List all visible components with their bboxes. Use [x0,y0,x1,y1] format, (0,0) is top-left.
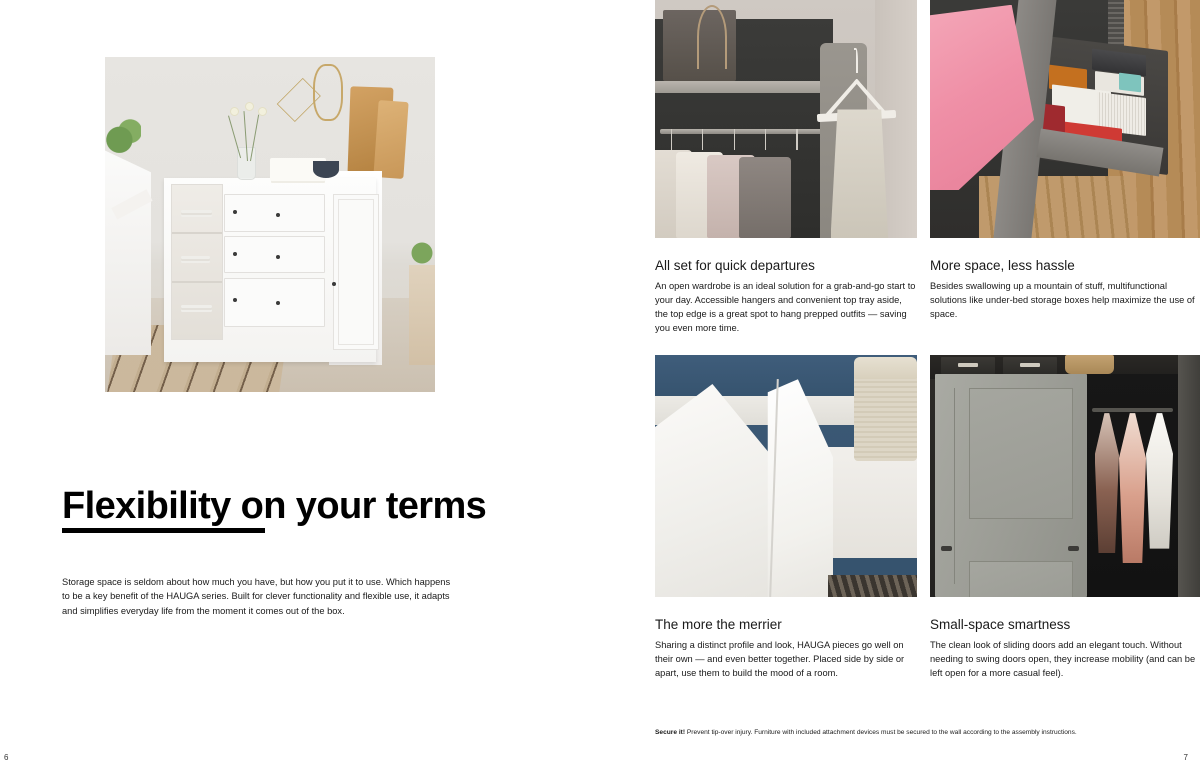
safety-footnote [655,728,1200,737]
wardrobe-hanger [702,129,703,150]
sliding-clothes-rail [1092,408,1173,412]
feature-grid-row-2 [655,355,1200,681]
hero-cutting-board-second [373,100,408,179]
wardrobe-outer-hanger-hook [854,48,858,74]
page-number-left: 6 [4,753,9,762]
sliding-door [935,374,1086,597]
hero-drawer-knob [233,252,237,256]
sliding-box-label [958,363,977,367]
pair-photo [655,355,917,597]
feature-grid-row-1 [655,0,1200,336]
feature-body: Sharing a distinct profile and look, HAUGA pieces go well on their own — and even better together. Placed side by side or apart, use them to build the mood of a room. [655,640,905,679]
sliding-box-label [1020,363,1039,367]
wardrobe-garment [739,157,791,238]
hero-drawer-knob [276,255,280,259]
sliding-door-handle [941,546,952,551]
hero-plates [181,256,210,259]
footnote-lead: Secure it! [655,729,686,736]
hero-drawer [224,278,325,327]
underbed-item-teal [1119,72,1141,91]
hero-shelf [172,232,222,234]
sliding-door-handle [1068,546,1079,551]
hero-drawer-knob [233,298,237,302]
hero-open-shelf-section [171,184,223,340]
feature-body: The clean look of sliding doors add an elegant touch. Without needing to swing doors open, they increase mobility (and can be left open for a more casual feel). [930,640,1196,679]
feature-cell-sliding [930,355,1200,681]
hero-bowl [313,161,339,178]
wardrobe-hanger [796,129,797,150]
sliding-door-panel-bottom [969,561,1074,597]
hero-drawer [224,194,325,231]
hero-drawer-knob [276,301,280,305]
intro-paragraph: Storage space is seldom about how much you have, but how you put it to use. Which happens to be a key benefit of the HAUGA series. Built for clever functionality and flexible use, it adapts and simplifies everyday life from the moment it comes out of the box. [62,577,451,616]
hero-side-table [409,265,435,366]
sliding-wardrobe-frame [1178,355,1200,597]
pair-basket-lid [854,357,917,379]
hero-plates [181,305,212,308]
feature-title: Small-space smartness [930,617,1071,632]
hero-photo [105,57,435,392]
sliding-storage-box [1003,357,1057,374]
feature-title: All set for quick departures [655,258,815,273]
underbed-photo [930,0,1200,238]
wardrobe-hanger [734,129,735,150]
wardrobe-hanging-outfit [831,109,889,238]
footnote-text: Prevent tip-over injury. Furniture with included attachment devices must be secured to the wall according to the assembly instructions. [685,729,1077,736]
sliding-door-groove [954,388,956,584]
feature-cell-pair [655,355,917,681]
wardrobe-photo [655,0,917,238]
feature-title: The more the merrier [655,617,782,632]
pair-floor [828,575,917,597]
hero-plant [105,114,141,158]
sliding-door-panel-top [969,388,1074,519]
title-underline-rule [62,528,265,533]
feature-body: Besides swallowing up a mountain of stuff, multifunctional solutions like under-bed storage boxes help maximize the use of space. [930,281,1195,320]
hero-drawer [224,236,325,273]
hero-door-panel [338,199,375,345]
wardrobe-bag-handle [697,5,727,69]
wardrobe-top-shelf [655,81,838,93]
feature-body: An open wardrobe is an ideal solution for a grab-and-go start to your day. Accessible hangers and convenient top tray aside, the top edge is a great spot to hang prepped outfits — saving you even more time. [655,281,916,333]
page-number-right: 7 [1183,753,1188,762]
hero-shelf [172,281,222,283]
sliding-basket [1065,355,1114,374]
feature-cell-underbed [930,0,1200,336]
hero-plates [181,210,212,213]
right-page [600,0,1200,774]
hero-drawer-knob [276,213,280,217]
wardrobe-hanger [671,129,672,150]
sliding-door-photo [930,355,1200,597]
sliding-storage-box [941,357,995,374]
hero-cabinet-door [333,194,380,350]
hero-door-knob [332,282,336,286]
feature-cell-wardrobe [655,0,917,336]
hero-chair [105,147,151,355]
wardrobe-hanger [765,129,766,150]
feature-title: More space, less hassle [930,258,1075,273]
wardrobe-clothes-rail [660,129,828,135]
page-title: Flexibility on your terms [62,485,487,528]
hero-drawer-knob [233,210,237,214]
